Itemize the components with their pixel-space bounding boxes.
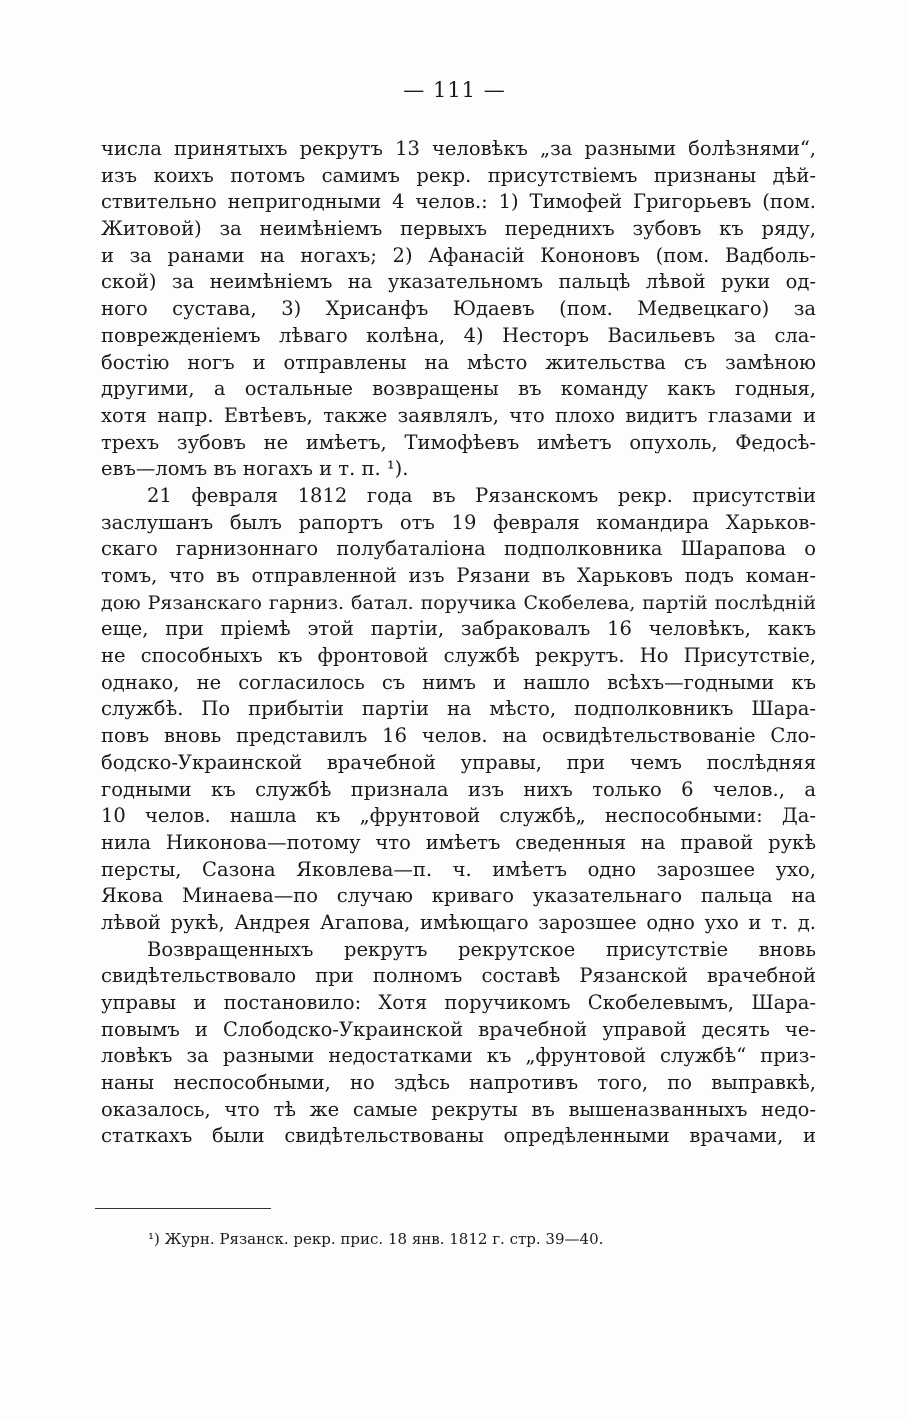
text-line: бодско-Украинской врачебной управы, при чемъ послѣдняя bbox=[101, 750, 816, 774]
text-line: ного сустава, 3) Хрисанфъ Юдаевъ (пом. Медвецкаго) за bbox=[101, 297, 816, 321]
text-line: ствительно непригодными 4 челов.: 1) Тимофей Григорьевъ (пом. bbox=[101, 190, 816, 214]
text-line: поврежденіемъ лѣваго колѣна, 4) Несторъ Васильевъ за сла- bbox=[101, 323, 816, 347]
text-line: лѣвой рукѣ, Андрея Агапова, имѣющаго зарозшее одно ухо и т. д. bbox=[101, 910, 816, 934]
text-line: Житовой) за неимѣніемъ первыхъ переднихъ зубовъ къ ряду, bbox=[101, 217, 816, 241]
footnote-divider bbox=[95, 1208, 271, 1209]
text-line: 10 челов. нашла къ „фрунтовой службѣ„ неспособными: Да- bbox=[101, 804, 816, 828]
text-line: наны неспособными, но здѣсь напротивъ того, по выправкѣ, bbox=[101, 1071, 816, 1095]
text-line: ловѣкъ за разными недостатками къ „фрунтовой службѣ“ приз- bbox=[101, 1044, 816, 1068]
text-line: однако, не согласилось съ нимъ и нашло всѣхъ—годными къ bbox=[101, 670, 816, 694]
text-line: годными къ службѣ признала изъ нихъ только 6 челов., а bbox=[101, 777, 816, 801]
text-line: повымъ и Слободско-Украинской врачебной управой десять че- bbox=[101, 1017, 816, 1041]
text-line: службѣ. По прибытіи партіи на мѣсто, подполковникъ Шара- bbox=[101, 697, 816, 721]
text-line: томъ, что въ отправленной изъ Рязани въ Харьковъ подъ коман- bbox=[101, 564, 816, 587]
footnote: ¹) Журн. Рязанск. рекр. прис. 18 янв. 1812 г. стр. 39—40. bbox=[148, 1230, 604, 1248]
text-line: бостію ногъ и отправлены на мѣсто жительства съ замѣною bbox=[101, 350, 816, 374]
text-line: хотя напр. Евтѣевъ, также заявлялъ, что плохо видитъ глазами и bbox=[101, 403, 816, 427]
text-line: управы и постановило: Хотя поручикомъ Скобелевымъ, Шара- bbox=[101, 991, 816, 1014]
text-line: другими, а остальные возвращены въ команду какъ годныя, bbox=[101, 377, 816, 401]
text-line: Якова Минаева—по случаю криваго указательнаго пальца на bbox=[101, 884, 816, 908]
text-line: статкахъ были свидѣтельствованы опредѣленными врачами, и bbox=[101, 1124, 816, 1148]
text-line: еще, при пріемѣ этой партіи, забраковалъ 16 человѣкъ, какъ bbox=[101, 617, 816, 641]
text-line: евъ—ломъ въ ногахъ и т. п. ¹). bbox=[101, 457, 409, 481]
text-line: дою Рязанскаго гарниз. батал. поручика Скобелева, партій послѣдній bbox=[101, 591, 816, 614]
text-line: Возвращенныхъ рекрутъ рекрутское присутствіе вновь bbox=[147, 937, 816, 961]
text-line: персты, Сазона Яковлева—п. ч. имѣетъ одно зарозшее ухо, bbox=[101, 857, 816, 881]
page-number: — 111 — bbox=[403, 78, 506, 102]
text-line: изъ коихъ потомъ самимъ рекр. присутствіемъ признаны дѣй- bbox=[101, 163, 816, 187]
text-line: 21 февраля 1812 года въ Рязанскомъ рекр. присутствіи bbox=[147, 483, 816, 507]
body-text bbox=[101, 136, 816, 1150]
text-line: свидѣтельствовало при полномъ составѣ Рязанской врачебной bbox=[101, 964, 816, 988]
text-line: числа принятыхъ рекрутъ 13 человѣкъ „за разными болѣзнями“, bbox=[101, 137, 816, 160]
text-line: и за ранами на ногахъ; 2) Афанасій Кононовъ (пом. Вадболь- bbox=[101, 243, 816, 267]
text-line: заслушанъ былъ рапортъ отъ 19 февраля командира Харьков- bbox=[101, 510, 816, 534]
text-line: ской) за неимѣніемъ на указательномъ пальцѣ лѣвой руки од- bbox=[101, 270, 816, 294]
text-line: нила Никонова—потому что имѣетъ сведенныя на правой рукѣ bbox=[101, 830, 816, 854]
text-line: не способныхъ къ фронтовой службѣ рекрутъ. Но Присутствіе, bbox=[101, 644, 816, 668]
text-line: скаго гарнизоннаго полубаталіона подполковника Шарапова о bbox=[101, 537, 816, 561]
text-line: повъ вновь представилъ 16 челов. на освидѣтельствованіе Сло- bbox=[101, 724, 816, 748]
text-line: оказалось, что тѣ же самые рекруты въ вышеназванныхъ недо- bbox=[101, 1097, 816, 1121]
text-line: трехъ зубовъ не имѣетъ, Тимофѣевъ имѣетъ опухоль, Федосѣ- bbox=[101, 430, 816, 454]
